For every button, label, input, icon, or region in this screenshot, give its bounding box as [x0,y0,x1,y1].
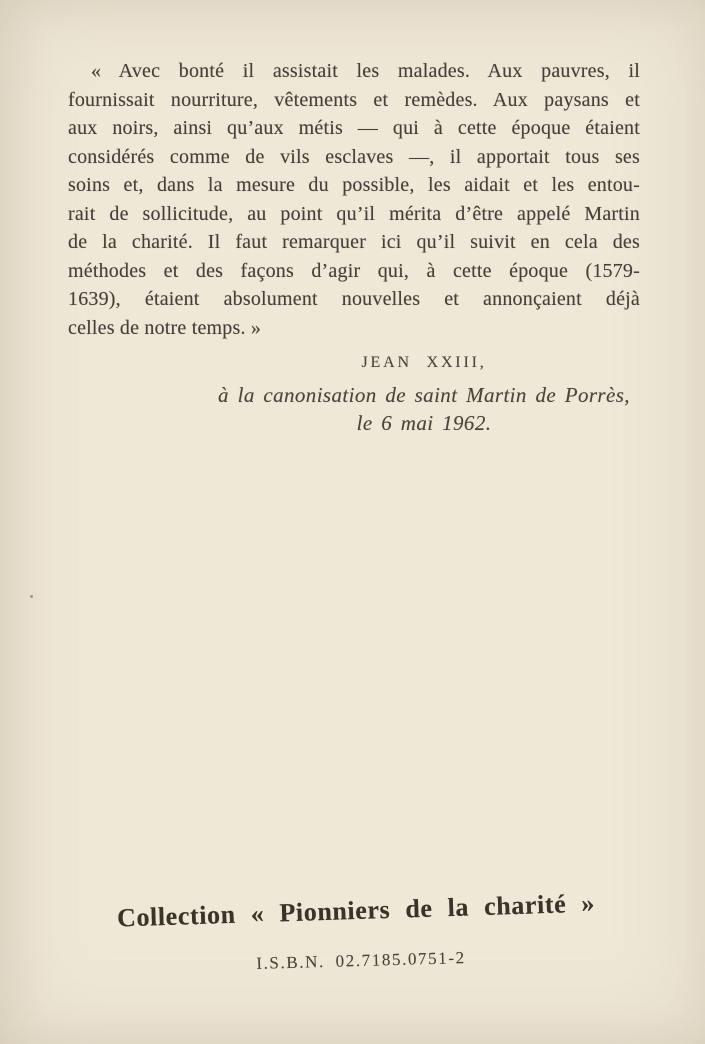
isbn-number: I.S.B.N. 02.7185.0751-2 [256,948,466,973]
collection-title: Collection « Pionniers de la charité » [116,888,596,933]
quote-line: fournissait nourriture, vêtements et remèdes. Aux paysans et [68,88,640,111]
quote-line: soins et, dans la mesure du possible, les aidait et les entou- [68,174,640,196]
quote-block [68,57,640,342]
quote-line: méthodes et des façons d’agir qui, à cette époque (1579- [68,259,640,282]
attribution-occasion: à la canonisation de saint Martin de Porrès, [218,383,630,407]
quote-line: aux noirs, ainsi qu’aux métis — qui à cette époque étaient [68,117,640,139]
quote-line: considérés comme de vils esclaves —, il apportait tous ses [68,145,640,168]
scan-speck [30,595,33,598]
quote-line: celles de notre temps. » [68,316,262,339]
quote-line: de la charité. Il faut remarquer ici qu’il suivit en cela des [68,231,640,253]
quote-line: rait de sollicitude, au point qu’il mérita d’être appelé Martin [68,202,640,225]
quote-line: « Avec bonté il assistait les malades. Aux pauvres, il [91,60,640,82]
attribution-block [218,352,630,437]
attribution-author: JEAN XXIII, [361,354,487,371]
attribution-date: le 6 mai 1962. [356,411,492,435]
quote-line: 1639), étaient absolument nouvelles et annonçaient déjà [68,288,640,310]
